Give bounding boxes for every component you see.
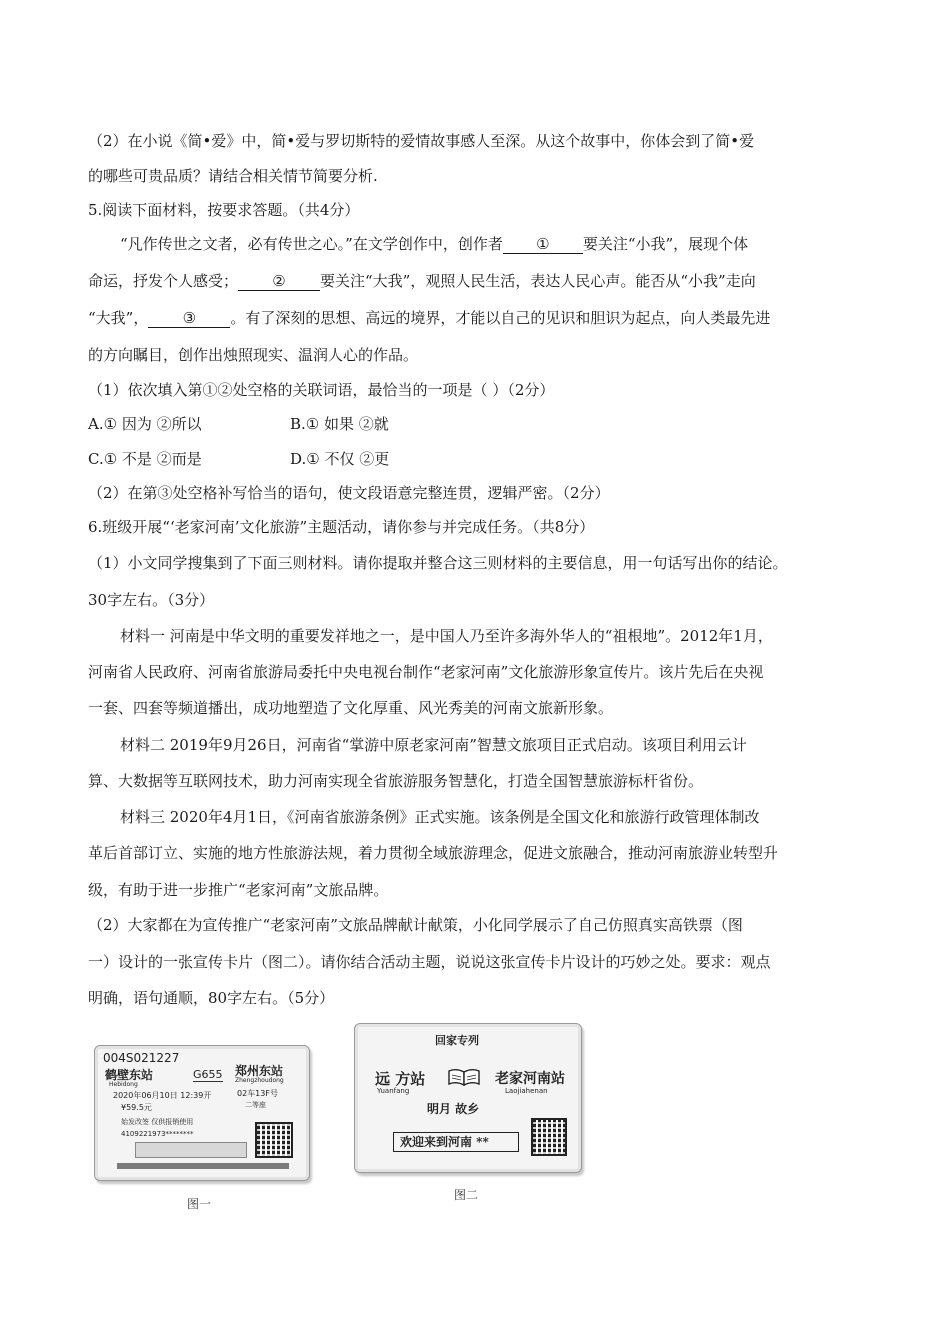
ticket-to-pinyin: Zhengzhoudong xyxy=(235,1077,284,1084)
ticket-price: ¥59.5元 xyxy=(121,1103,152,1112)
q5-sub2: （2）在第③处空格补写恰当的语句，使文段语意完整连贯，逻辑严密。（2分） xyxy=(88,484,610,502)
option-a: A.① 因为 ②所以 xyxy=(88,415,202,433)
material-1-line2: 河南省人民政府、河南省旅游局委托中央电视台制作“老家河南”文化旅游形象宣传片。该片先后在央视 xyxy=(88,663,764,681)
blank-1: ① xyxy=(503,235,583,254)
material-2-line2: 算、大数据等互联网技术，助力河南实现全省旅游服务智慧化，打造全国智慧旅游标杆省份。 xyxy=(88,772,704,790)
card-from-pinyin: Yuanfang xyxy=(377,1087,410,1095)
material-3-line2: 革后首部订立、实施的地方性旅游法规，着力贯彻全域旅游理念，促进文旅融合，推动河南旅游业转型升 xyxy=(88,844,779,862)
q5-passage-text: “凡作传世之文者，必有传世之心。”在文学创作中，创作者 xyxy=(120,235,503,253)
ticket-class: 二等座 xyxy=(245,1101,266,1109)
blank-2: ② xyxy=(238,272,320,291)
q5-passage-text: “大我”， xyxy=(88,309,149,327)
q6-sub2-line1: （2）大家都在为宣传推广“老家河南”文旅品牌献计献策，小化同学展示了自己仿照真实高铁票（图 xyxy=(88,916,743,934)
q5-passage-line1 xyxy=(120,234,748,254)
figure-1-caption: 图一 xyxy=(187,1197,212,1211)
blank-3: ③ xyxy=(148,309,230,328)
book-icon xyxy=(447,1068,481,1088)
ticket-bottom-strip xyxy=(117,1163,289,1169)
qr-code-icon xyxy=(531,1118,567,1156)
material-2-line1: 材料二 2019年9月26日，河南省“掌游中原老家河南”智慧文旅项目正式启动。该项目利用云计 xyxy=(120,736,747,754)
ticket-info-box xyxy=(135,1142,247,1158)
card-welcome-box: 欢迎来到河南 ** xyxy=(393,1132,519,1152)
ticket-serial: 004S021227 xyxy=(103,1051,180,1065)
q4-sub2-line2: 的哪些可贵品质？请结合相关情节简要分析. xyxy=(88,167,378,185)
card-to-pinyin: Laojiahenan xyxy=(505,1087,548,1095)
q5-sub1: （1）依次填入第①②处空格的关联词语，最恰当的一项是（ ）（2分） xyxy=(88,381,555,399)
q6-sub1-line1: （1）小文同学搜集到了下面三则材料。请你提取并整合这三则材料的主要信息，用一句话写出你的结论。 xyxy=(88,554,788,572)
q5-passage-text: 要关注“小我”，展现个体 xyxy=(582,235,749,253)
ticket-from-pinyin: Hebidong xyxy=(109,1081,138,1088)
card-header: 回家专列 xyxy=(435,1034,479,1047)
card-to-station: 老家河南站 xyxy=(495,1071,565,1087)
material-1-line3: 一套、四套等频道播出，成功地塑造了文化厚重、风光秀美的河南文旅新形象。 xyxy=(88,699,614,717)
ticket-from-station: 鹤壁东站 xyxy=(105,1068,154,1082)
q5-passage-text: 。有了深刻的思想、高远的境界，才能以自己的见识和胆识为起点，向人类最先进 xyxy=(230,309,771,327)
ticket-seat: 02车13F号 xyxy=(237,1089,278,1098)
q5-passage-line4: 的方向瞩目，创作出烛照现实、温润人心的作品。 xyxy=(88,346,419,364)
q6-sub2-line3: 明确，语句通顺，80字左右。（5分） xyxy=(88,989,335,1007)
option-c: C.① 不是 ②而是 xyxy=(88,450,202,468)
ticket-note: 始发改签 仅供报销使用 xyxy=(121,1118,194,1126)
q4-sub2-line1: （2）在小说《简•爱》中，简•爱与罗切斯特的爱情故事感人至深。从这个故事中，你体会到了简•爱 xyxy=(88,132,755,150)
figure-2-caption: 图二 xyxy=(454,1188,479,1202)
material-1-line1: 材料一 河南是中华文明的重要发祥地之一，是中国人乃至许多海外华人的“祖根地”。2012年1月， xyxy=(120,627,773,645)
ticket-id-number: 4109221973******** xyxy=(121,1130,194,1138)
q5-passage-line2 xyxy=(88,271,756,291)
ticket-train-number: G655 xyxy=(193,1068,223,1081)
ticket-figure-1 xyxy=(94,1045,310,1181)
q6-heading: 6.班级开展“‘老家河南’文化旅游”主题活动，请你参与并完成任务。（共8分） xyxy=(88,518,595,536)
q5-passage-line3 xyxy=(88,308,770,328)
ticket-figure-2 xyxy=(354,1023,582,1173)
q5-passage-text: 要关注“大我”，观照人民生活，表达人民心声。能否从“小我”走向 xyxy=(320,272,756,290)
card-seat: 明月 故乡 xyxy=(427,1102,480,1116)
card-from-station: 远 方站 xyxy=(375,1070,426,1088)
option-b: B.① 如果 ②就 xyxy=(290,415,389,433)
q6-sub1-line2: 30字左右。（3分） xyxy=(88,591,215,609)
q5-passage-text: 命运，抒发个人感受； xyxy=(88,272,239,290)
material-3-line1: 材料三 2020年4月1日，《河南省旅游条例》正式实施。该条例是全国文化和旅游行政管理体制改 xyxy=(120,808,760,826)
q6-sub2-line2: 一）设计的一张宣传卡片（图二）。请你结合活动主题，说说这张宣传卡片设计的巧妙之处。要求：观点 xyxy=(88,953,771,971)
qr-code-icon xyxy=(255,1122,293,1158)
ticket-to-station: 郑州东站 xyxy=(235,1064,284,1078)
option-d: D.① 不仅 ②更 xyxy=(290,450,390,468)
q5-heading: 5.阅读下面材料，按要求答题。（共4分） xyxy=(88,201,360,219)
ticket-datetime: 2020年06月10日 12:39开 xyxy=(113,1091,212,1100)
material-3-line3: 级，有助于进一步推广“老家河南”文旅品牌。 xyxy=(88,881,389,899)
